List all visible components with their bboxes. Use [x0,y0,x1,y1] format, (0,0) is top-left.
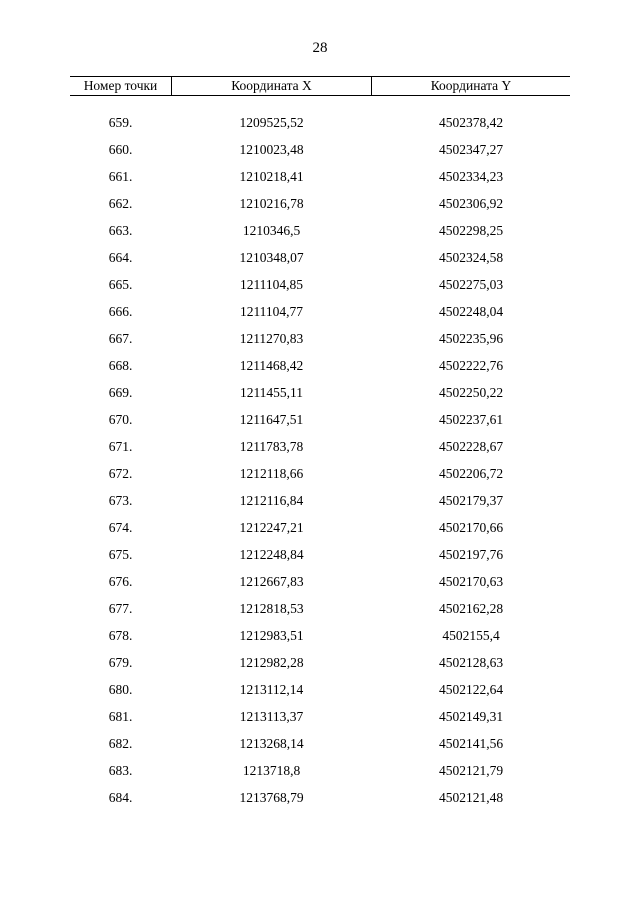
cell-coordinate-y: 4502179,37 [438,493,504,508]
cell-coordinate-y: 4502228,67 [438,439,504,454]
cell-point-number: 659. [108,115,133,130]
table-row [70,385,570,412]
cell-point-number: 664. [108,250,133,265]
header-coordinate-x: Координата X [171,77,372,95]
table-row [70,709,570,736]
table-row [70,331,570,358]
cell-coordinate-x: 1213112,14 [239,682,304,697]
table-row [70,439,570,466]
cell-coordinate-x: 1210346,5 [242,223,301,238]
cell-point-number: 660. [108,142,133,157]
cell-coordinate-y: 4502128,63 [438,655,504,670]
header-point-number: Номер точки [83,78,158,93]
cell-coordinate-x: 1209525,52 [239,115,304,130]
table-row [70,520,570,547]
cell-coordinate-x: 1212982,28 [239,655,304,670]
cell-point-number: 661. [108,169,133,184]
cell-point-number: 668. [108,358,133,373]
cell-coordinate-y: 4502162,28 [438,601,504,616]
table-body [70,115,570,817]
cell-coordinate-y: 4502237,61 [438,412,504,427]
cell-point-number: 679. [108,655,133,670]
cell-coordinate-x: 1210023,48 [239,142,304,157]
cell-coordinate-y: 4502170,66 [438,520,504,535]
table-row [70,682,570,709]
cell-point-number: 680. [108,682,133,697]
cell-point-number: 684. [108,790,133,805]
cell-coordinate-y: 4502121,48 [438,790,504,805]
cell-coordinate-y: 4502222,76 [438,358,504,373]
cell-coordinate-y: 4502248,04 [438,304,504,319]
cell-point-number: 672. [108,466,133,481]
cell-point-number: 665. [108,277,133,292]
cell-coordinate-y: 4502324,58 [438,250,504,265]
cell-point-number: 673. [108,493,133,508]
table-row [70,628,570,655]
table-row [70,736,570,763]
cell-point-number: 674. [108,520,133,535]
cell-coordinate-y: 4502347,27 [438,142,504,157]
cell-point-number: 663. [108,223,133,238]
cell-coordinate-x: 1212818,53 [239,601,304,616]
cell-coordinate-y: 4502298,25 [438,223,504,238]
table-row [70,574,570,601]
table-row [70,223,570,250]
table-row [70,466,570,493]
table-row [70,250,570,277]
cell-coordinate-y: 4502197,76 [438,547,504,562]
cell-coordinate-y: 4502378,42 [438,115,504,130]
page-number: 28 [312,40,328,56]
table-header [70,76,570,96]
cell-coordinate-y: 4502206,72 [438,466,504,481]
cell-point-number: 677. [108,601,133,616]
table-row [70,790,570,817]
cell-coordinate-y: 4502141,56 [438,736,504,751]
cell-point-number: 683. [108,763,133,778]
cell-point-number: 662. [108,196,133,211]
table-row [70,655,570,682]
table-row [70,763,570,790]
cell-coordinate-x: 1213113,37 [239,709,304,724]
table-row [70,304,570,331]
cell-coordinate-y: 4502149,31 [438,709,504,724]
header-coordinate-y: Координата Y [430,78,512,93]
cell-point-number: 670. [108,412,133,427]
table-row [70,358,570,385]
table-row [70,493,570,520]
cell-coordinate-x: 1213718,8 [242,763,301,778]
cell-coordinate-x: 1212667,83 [239,574,304,589]
cell-coordinate-x: 1212118,66 [239,466,304,481]
cell-coordinate-x: 1211104,85 [239,277,304,292]
cell-point-number: 667. [108,331,133,346]
table-row [70,547,570,574]
cell-coordinate-y: 4502121,79 [438,763,504,778]
cell-coordinate-x: 1212983,51 [239,628,304,643]
cell-coordinate-x: 1211647,51 [239,412,304,427]
table-row [70,169,570,196]
cell-coordinate-x: 1212116,84 [239,493,304,508]
cell-point-number: 682. [108,736,133,751]
cell-coordinate-x: 1213768,79 [239,790,304,805]
cell-point-number: 678. [108,628,133,643]
cell-coordinate-y: 4502250,22 [438,385,504,400]
cell-coordinate-y: 4502235,96 [438,331,504,346]
cell-point-number: 666. [108,304,133,319]
cell-coordinate-x: 1210216,78 [239,196,304,211]
cell-coordinate-x: 1211270,83 [239,331,304,346]
table-row [70,601,570,628]
cell-point-number: 669. [108,385,133,400]
cell-coordinate-x: 1211783,78 [239,439,304,454]
table-row [70,412,570,439]
cell-point-number: 681. [108,709,133,724]
cell-point-number: 671. [108,439,133,454]
cell-point-number: 676. [108,574,133,589]
cell-coordinate-y: 4502170,63 [438,574,504,589]
coordinates-table [70,76,570,817]
cell-coordinate-y: 4502306,92 [438,196,504,211]
table-row [70,196,570,223]
cell-coordinate-x: 1210218,41 [239,169,304,184]
cell-coordinate-y: 4502334,23 [438,169,504,184]
cell-coordinate-x: 1212248,84 [239,547,304,562]
cell-coordinate-x: 1211455,11 [239,385,304,400]
cell-coordinate-y: 4502155,4 [442,628,500,643]
cell-coordinate-x: 1211104,77 [239,304,304,319]
cell-coordinate-y: 4502122,64 [438,682,504,697]
cell-coordinate-x: 1211468,42 [239,358,304,373]
cell-coordinate-x: 1210348,07 [239,250,304,265]
cell-coordinate-x: 1212247,21 [239,520,304,535]
cell-coordinate-y: 4502275,03 [438,277,504,292]
cell-point-number: 675. [108,547,133,562]
table-row [70,142,570,169]
table-row [70,277,570,304]
table-row [70,115,570,142]
cell-coordinate-x: 1213268,14 [239,736,304,751]
